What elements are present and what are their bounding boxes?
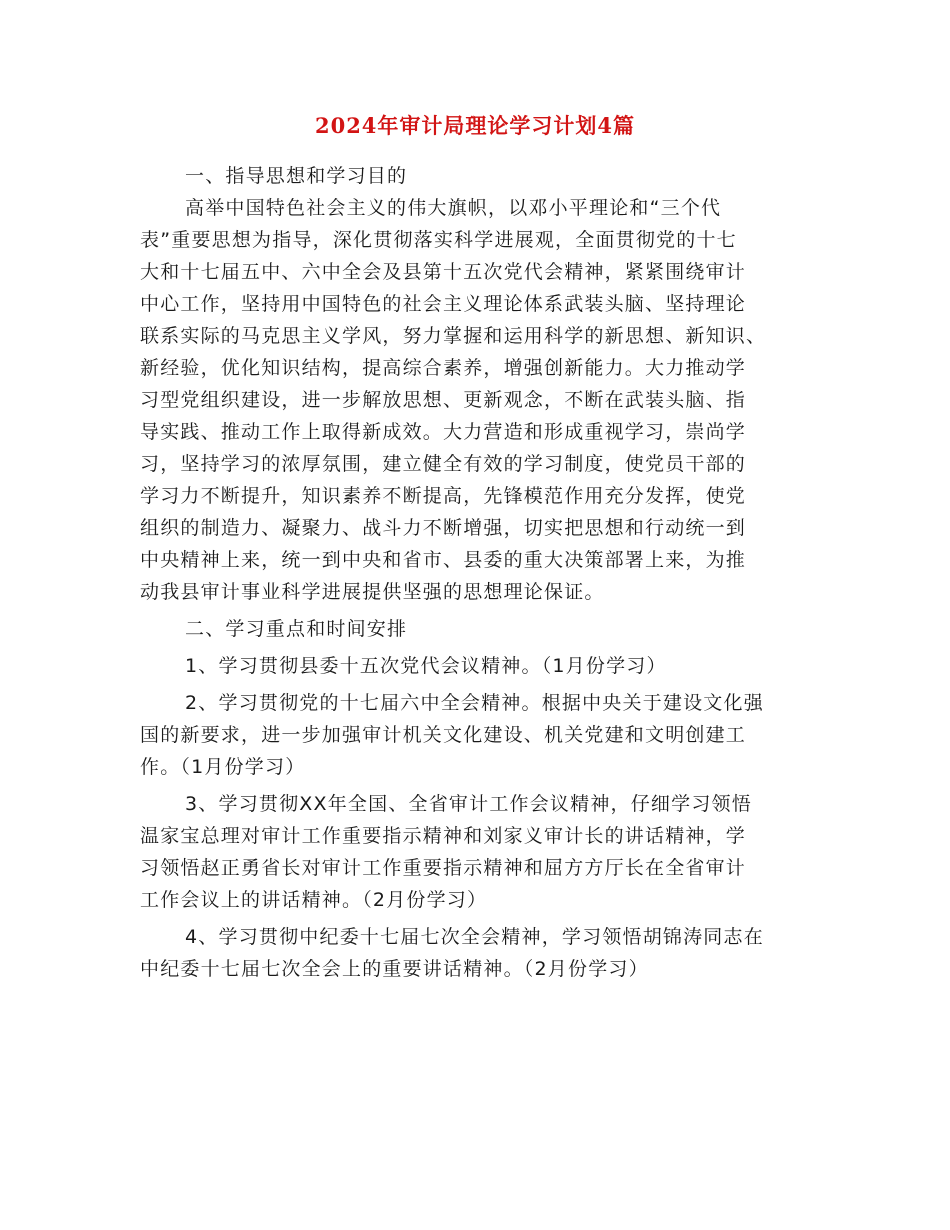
- list-item-continuation: 习领悟赵正勇省长对审计工作重要指示精神和屈方方厅长在全省审计: [140, 857, 747, 879]
- list-item-continuation: 国的新要求，进一步加强审计机关文化建设、机关党建和文明创建工: [140, 724, 747, 746]
- paragraph-line: 组织的制造力、凝聚力、战斗力不断增强，切实把思想和行动统一到: [140, 517, 747, 539]
- document-body: [140, 160, 810, 985]
- list-item: 2、学习贯彻党的十七届六中全会精神。根据中央关于建设文化强: [185, 692, 764, 714]
- paragraph-line: 习，坚持学习的浓厚氛围，建立健全有效的学习制度，使党员干部的: [140, 453, 747, 475]
- list-item-continuation: 中纪委十七届七次全会上的重要讲话精神。（2月份学习）: [140, 958, 649, 980]
- list-item-continuation: 工作会议上的讲话精神。（2月份学习）: [140, 889, 488, 911]
- paragraph-line: 大和十七届五中、六中全会及县第十五次党代会精神，紧紧围绕审计: [140, 261, 747, 283]
- paragraph-line: 联系实际的马克思主义学风，努力掌握和运用科学的新思想、新知识、: [140, 325, 767, 347]
- paragraph-line: 新经验，优化知识结构，提高综合素养，增强创新能力。大力推动学: [140, 357, 747, 379]
- list-item-continuation: 作。（1月份学习）: [140, 756, 306, 778]
- section-heading: 二、学习重点和时间安排: [185, 618, 408, 640]
- paragraph-line: 动我县审计事业科学进展提供坚强的思想理论保证。: [140, 581, 605, 603]
- paragraph-line: 学习力不断提升，知识素养不断提高，先锋模范作用充分发挥，使党: [140, 485, 747, 507]
- paragraph-line: 中央精神上来，统一到中央和省市、县委的重大决策部署上来，为推: [140, 549, 747, 571]
- paragraph-line: 习型党组织建设，进一步解放思想、更新观念，不断在武装头脑、指: [140, 389, 747, 411]
- list-item: 3、学习贯彻XX年全国、全省审计工作会议精神，仔细学习领悟: [185, 793, 752, 815]
- list-item-continuation: 温家宝总理对审计工作重要指示精神和刘家义审计长的讲话精神，学: [140, 825, 747, 847]
- list-item: 4、学习贯彻中纪委十七届七次全会精神，学习领悟胡锦涛同志在: [185, 926, 764, 948]
- list-item: 1、学习贯彻县委十五次党代会议精神。（1月份学习）: [185, 655, 667, 677]
- paragraph-line: 中心工作，坚持用中国特色的社会主义理论体系武装头脑、坚持理论: [140, 293, 747, 315]
- paragraph-line: 表”重要思想为指导，深化贯彻落实科学进展观，全面贯彻党的十七: [140, 229, 737, 251]
- section-heading: 一、指导思想和学习目的: [185, 165, 408, 187]
- paragraph-line: 高举中国特色社会主义的伟大旗帜，以邓小平理论和“三个代: [185, 197, 722, 219]
- document-title: 2024年审计局理论学习计划4篇: [314, 113, 636, 138]
- paragraph-line: 导实践、推动工作上取得新成效。大力营造和形成重视学习，崇尚学: [140, 421, 747, 443]
